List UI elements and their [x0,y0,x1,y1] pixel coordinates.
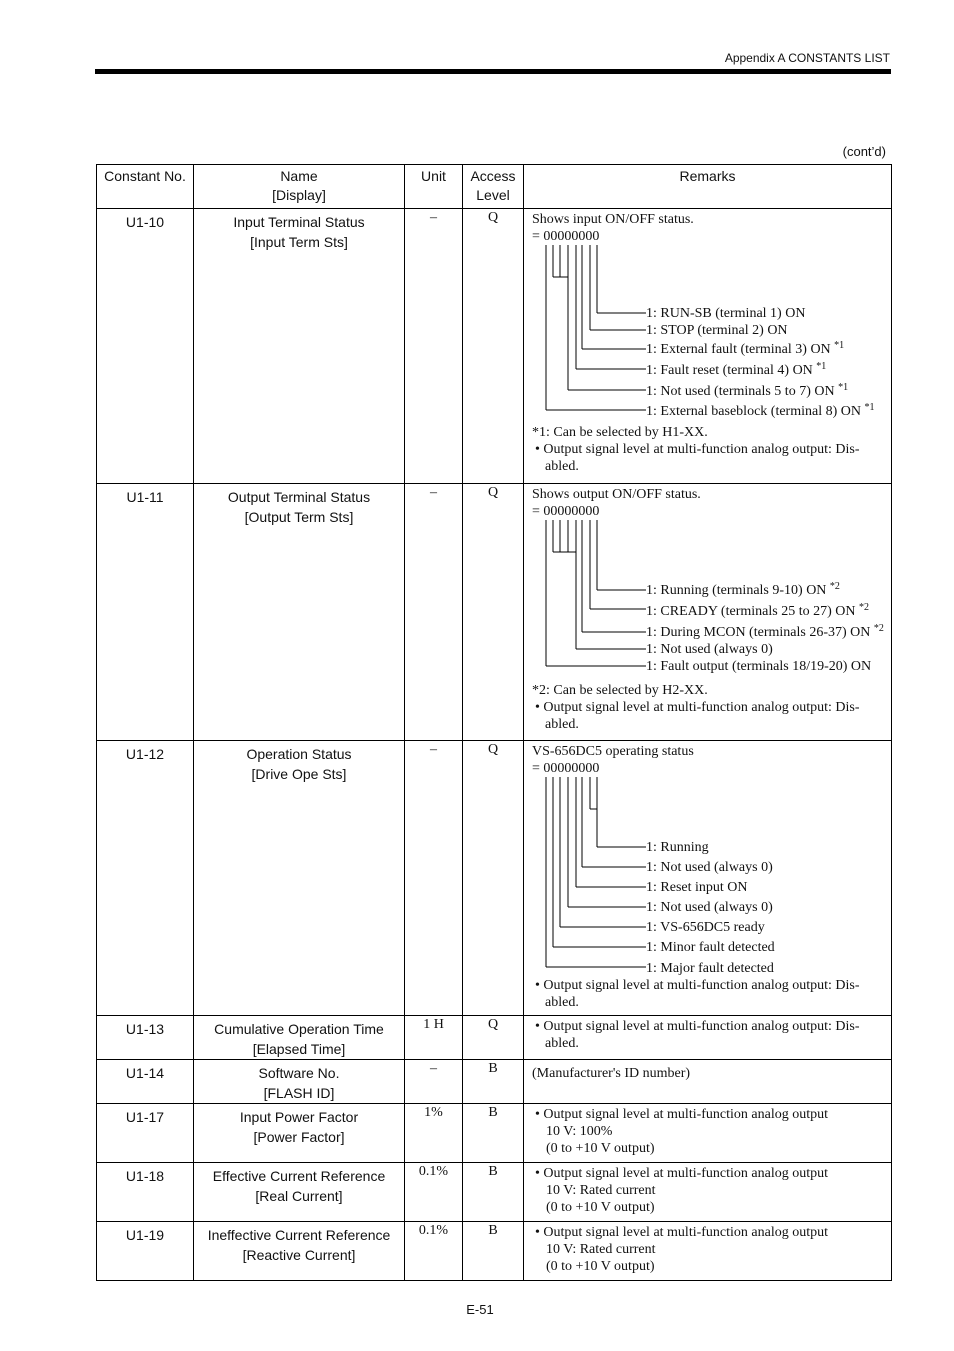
footnote: *1: Can be selected by H1-XX. [532,425,708,440]
constant-unit: – [405,484,463,741]
constant-name: Ineffective Current Reference [Reactive Current] [194,1222,405,1281]
table-row [97,1163,892,1222]
footnote-mark: *1 [864,402,875,413]
access-level: Q [463,484,524,741]
bit-label: 1: Fault output (terminals 18/19-20) ON [646,659,872,674]
constant-unit: – [405,1060,463,1104]
constant-name: Effective Current Reference [Real Current] [194,1163,405,1222]
remark-intro: Shows output ON/OFF status. [532,487,701,502]
remarks-cell [524,1016,892,1060]
status-value: = 00000000 [532,761,600,776]
table-row [97,741,892,1016]
bit-label: 1: Minor fault detected [646,940,775,955]
bit-label: 1: Not used (always 0) [646,642,773,657]
bit-label: 1: Major fault detected [646,961,774,976]
footnote-mark: *2 [829,581,840,592]
footnote-mark: *1 [834,340,845,351]
header-rule [95,69,891,74]
remark-line: (0 to +10 V output) [546,1200,655,1215]
access-level: Q [463,1016,524,1060]
bit-label: 1: RUN-SB (terminal 1) ON [646,306,806,321]
running-header: Appendix A CONSTANTS LIST [724,51,890,65]
constant-unit: 1% [405,1104,463,1163]
header-unit: Unit [405,165,463,209]
header-access-level: Access Level [463,165,524,209]
bit-diagram [532,245,891,424]
constant-name: Input Terminal Status [Input Term Sts] [194,209,405,484]
table-row [97,484,892,741]
bit-diagram [532,520,891,682]
constant-no: U1-13 [97,1016,194,1060]
access-level: Q [463,741,524,1016]
remarks-cell [524,1163,892,1222]
bit-label: 1: External baseblock (terminal 8) ON $^{*1}$ [646,402,875,419]
footnote: *2: Can be selected by H2-XX. [532,683,708,698]
bit-label: 1: Not used (terminals 5 to 7) ON $^{*1}$ [646,382,849,399]
bit-label: 1: Reset input ON [646,880,748,895]
footnote-mark: *1 [838,382,849,393]
table-row [97,1016,892,1060]
constant-unit: – [405,209,463,484]
access-level: B [463,1163,524,1222]
remark-line: 10 V: Rated current [546,1242,656,1257]
remarks-cell [524,1104,892,1163]
bullet-text: • Output signal level at multi-function analog output [535,1166,829,1181]
access-level: Q [463,209,524,484]
constants-table [96,164,892,1281]
bit-label: 1: Running [646,840,709,855]
bit-label: 1: External fault (terminal 3) ON $^{*1}$ [646,340,845,357]
constant-name: Input Power Factor [Power Factor] [194,1104,405,1163]
constant-unit: 0.1% [405,1222,463,1281]
page-number: E-51 [466,1302,494,1317]
table-row [97,1060,892,1104]
bit-label: 1: CREADY (terminals 25 to 27) ON $^{*2}$ [646,602,869,619]
table-row [97,209,892,484]
remarks-cell [524,741,892,1016]
constant-no: U1-18 [97,1163,194,1222]
constant-name: Cumulative Operation Time [Elapsed Time] [194,1016,405,1060]
table-row [97,1222,892,1281]
bullet-text: • Output signal level at multi-function analog output: Dis- abled. [535,442,860,474]
access-level: B [463,1104,524,1163]
remark-line: 10 V: 100% [546,1124,613,1139]
bullet-text: • Output signal level at multi-function analog output: Dis- abled. [535,700,860,732]
constant-no: U1-11 [97,484,194,741]
continued-label: (cont’d) [842,144,886,159]
remarks-cell [524,484,892,741]
constant-unit: 1 H [405,1016,463,1060]
bit-label: 1: During MCON (terminals 26-37) ON $^{*2}$ [646,623,884,640]
status-value: = 00000000 [532,504,600,519]
header-name: Name [Display] [194,165,405,209]
access-level: B [463,1222,524,1281]
remark-text: (Manufacturer's ID number) [532,1066,691,1081]
table-row [97,1104,892,1163]
footnote-mark: *1 [816,361,827,372]
remark-line: (0 to +10 V output) [546,1259,655,1274]
constant-no: U1-19 [97,1222,194,1281]
footnote-mark: *2 [873,623,884,634]
bullet-text: • Output signal level at multi-function analog output [535,1225,829,1240]
constant-unit: 0.1% [405,1163,463,1222]
remarks-cell [524,1222,892,1281]
constant-no: U1-17 [97,1104,194,1163]
header-constant-no: Constant No. [97,165,194,209]
bit-diagram [532,777,891,977]
constant-no: U1-14 [97,1060,194,1104]
bullet-text: • Output signal level at multi-function analog output: Dis- abled. [535,1019,860,1051]
bullet-text: • Output signal level at multi-function analog output: Dis- abled. [535,978,860,1010]
remarks-cell [524,1060,892,1104]
status-value: = 00000000 [532,229,600,244]
constant-no: U1-10 [97,209,194,484]
constant-name: Operation Status [Drive Ope Sts] [194,741,405,1016]
footnote-mark: *2 [858,602,869,613]
constant-unit: – [405,741,463,1016]
bit-label: 1: Running (terminals 9-10) ON $^{*2}$ [646,581,840,598]
constant-no: U1-12 [97,741,194,1016]
table-header-row [97,165,892,209]
bit-label: 1: VS-656DC5 ready [646,920,765,935]
access-level: B [463,1060,524,1104]
remark-line: 10 V: Rated current [546,1183,656,1198]
bullet-text: • Output signal level at multi-function analog output [535,1107,829,1122]
bit-label: 1: STOP (terminal 2) ON [646,323,788,338]
bit-label: 1: Not used (always 0) [646,900,773,915]
bit-label: 1: Fault reset (terminal 4) ON $^{*1}$ [646,361,827,378]
remark-intro: Shows input ON/OFF status. [532,212,694,227]
header-remarks: Remarks [524,165,892,209]
bit-label: 1: Not used (always 0) [646,860,773,875]
remark-intro: VS-656DC5 operating status [532,744,694,759]
constant-name: Software No. [FLASH ID] [194,1060,405,1104]
constant-name: Output Terminal Status [Output Term Sts] [194,484,405,741]
remarks-cell [524,209,892,484]
remark-line: (0 to +10 V output) [546,1141,655,1156]
